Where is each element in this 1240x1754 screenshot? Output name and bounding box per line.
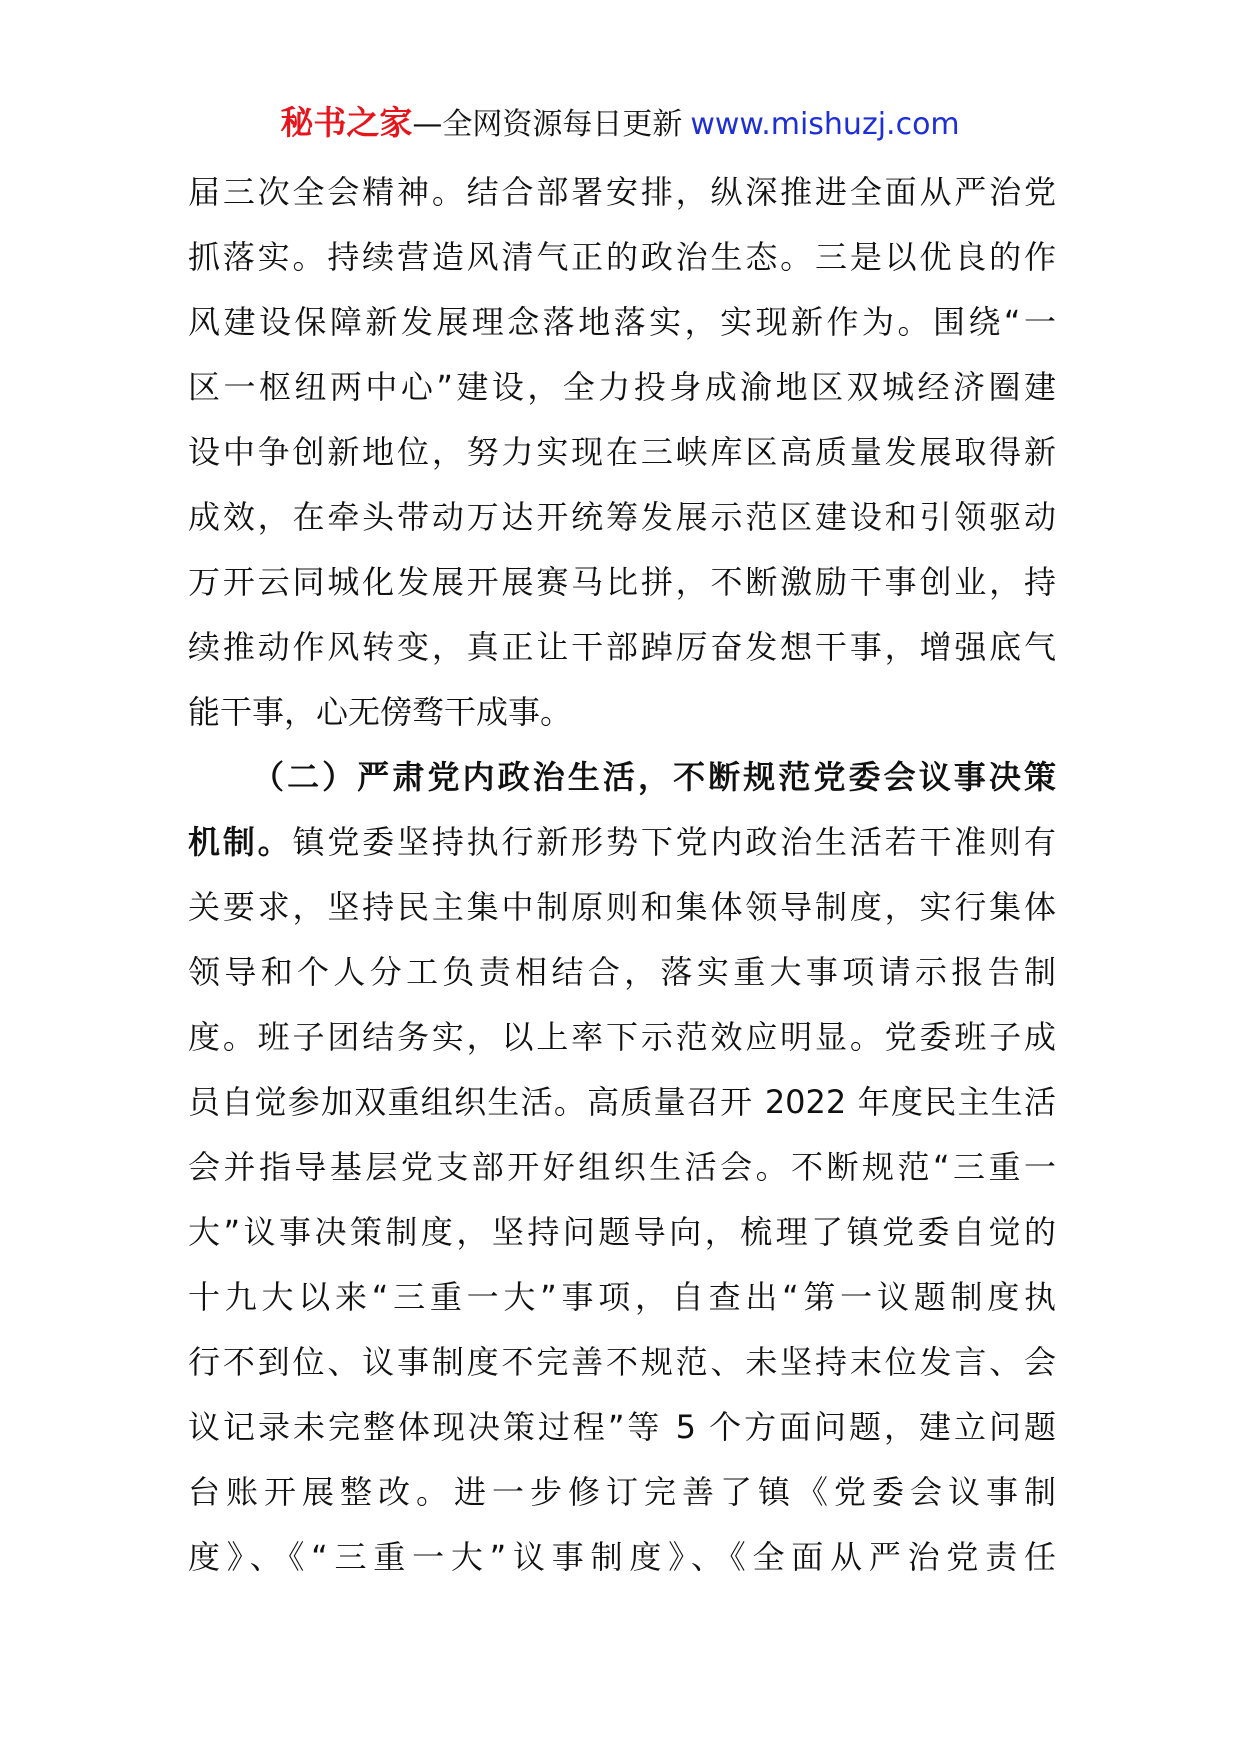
body-line: 度》、《“三重一大”议事制度》、《全面从严治党责任 [188,1538,1056,1576]
body-line: 台账开展整改。进一步修订完善了镇《党委会议事制 [188,1473,1056,1511]
body-line [188,810,1056,875]
body-line: 十九大以来“三重一大”事项，自查出“第一议题制度执 [188,1278,1056,1316]
body-line: 大”议事决策制度，坚持问题导向，梳理了镇党委自觉的 [188,1213,1056,1251]
body-line: 成效，在牵头带动万达开统筹发展示范区建设和引领驱动 [188,498,1056,536]
body-line: 设中争创新地位，努力实现在三峡库区高质量发展取得新 [188,433,1056,471]
body-line: 抓落实。持续营造风清气正的政治生态。三是以优良的作 [188,238,1056,276]
body-line: 议记录未完整体现决策过程”等 5 个方面问题，建立问题 [188,1408,1056,1446]
brand-name: 秘书之家 [280,103,413,142]
body-line: 员自觉参加双重组织生活。高质量召开 2022 年度民主生活 [188,1083,1056,1121]
body-line: 万开云同城化发展开展赛马比拼，不断激励干事创业，持 [188,563,1056,601]
body-line: 续推动作风转变，真正让干部踔厉奋发想干事，增强底气 [188,628,1056,666]
body-line: 关要求，坚持民主集中制原则和集体领导制度，实行集体 [188,888,1056,926]
body-line: 能干事，心无傍骛干成事。 [188,693,573,731]
body-line: 区一枢纽两中心”建设，全力投身成渝地区双城经济圈建 [188,368,1056,406]
body-line: 度。班子团结务实，以上率下示范效应明显。党委班子成 [188,1018,1056,1056]
body-line-text: 镇党委坚持执行新形势下党内政治生活若干准则有 [292,823,1056,861]
section-heading: （二）严肃党内政治生活，不断规范党委会议事决策 [252,758,1056,796]
document-body [188,160,1056,1590]
body-line: 行不到位、议事制度不完善不规范、未坚持末位发言、会 [188,1343,1056,1381]
site-url-link[interactable]: www.mishuzj.com [690,107,960,142]
section-heading-end: 机制。 [188,823,293,861]
header-tagline: —全网资源每日更新 [412,107,683,142]
body-line: 会并指导基层党支部开好组织生活会。不断规范“三重一 [188,1148,1056,1186]
body-line: 风建设保障新发展理念落地落实，实现新作为。围绕“一 [188,303,1056,341]
body-line: 届三次全会精神。结合部署安排，纵深推进全面从严治党 [188,173,1056,211]
document-header [0,100,1240,148]
body-line: 领导和个人分工负责相结合，落实重大事项请示报告制 [188,953,1056,991]
